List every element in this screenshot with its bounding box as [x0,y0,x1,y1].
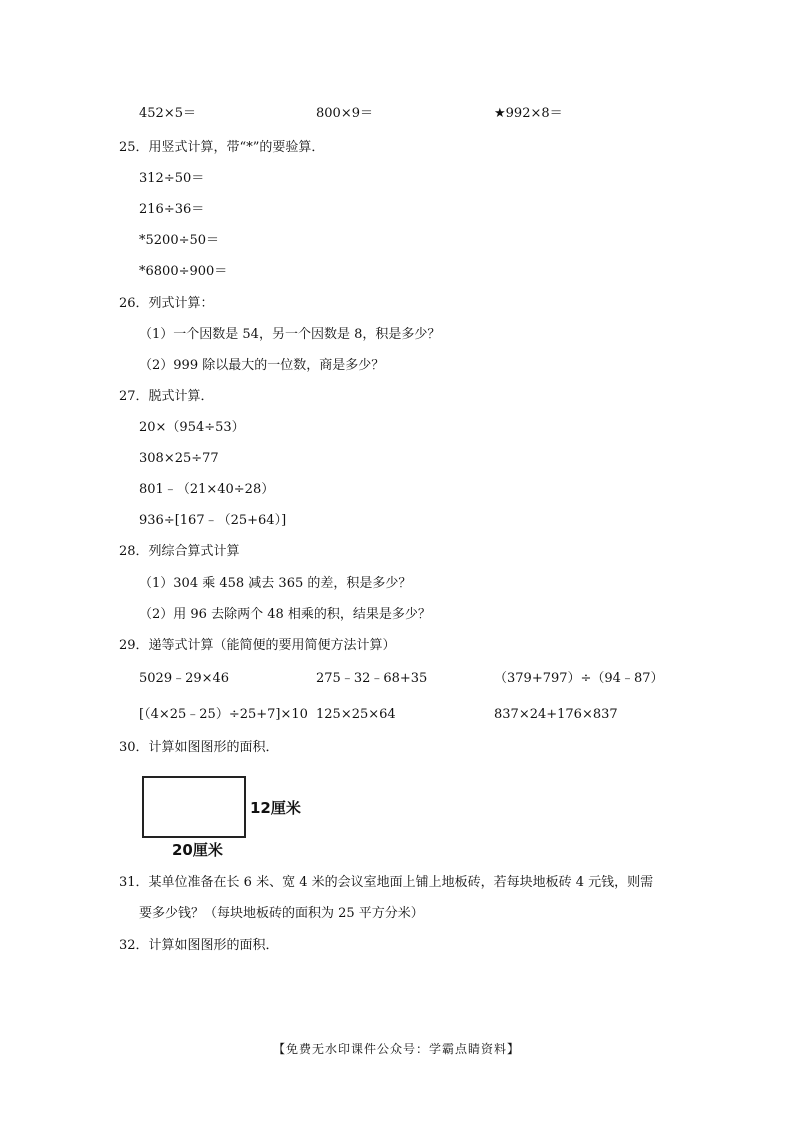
q28-title: 28．列综合算式计算 [119,544,240,559]
footer-watermark-note: 【免费无水印课件公众号：学霸点睛资料】 [272,1042,520,1056]
q29-expression: 275﹣32﹣68+35 [316,671,428,686]
q31-line-1: 31．某单位准备在长 6 米、宽 4 米的会议室地面上铺上地板砖，若每块地板砖 4 元钱，则需 [119,875,654,890]
q25-item: 216÷36＝ [139,202,205,217]
q29-expression: [（4×25﹣25）÷25+7]×10 [139,707,308,722]
q26-title: 26．列式计算： [119,296,214,311]
q27-item: 308×25÷77 [139,451,219,466]
q27-item: 936÷[167﹣（25+64）] [139,513,287,528]
q28-item: （1）304 乘 458 减去 365 的差，积是多少？ [139,576,412,591]
q30-title: 30．计算如图图形的面积． [119,740,279,755]
q26-item: （1）一个因数是 54，另一个因数是 8，积是多少？ [139,327,441,342]
q25-item: 312÷50＝ [139,171,205,186]
q29-expression: （379+797）÷（94﹣87） [494,671,664,686]
height-label: 12厘米 [250,799,301,817]
q27-item: 801﹣（21×40÷28） [139,482,275,497]
q31-line-2: 要多少钱？（每块地板砖的面积为 25 平方分米） [139,906,424,921]
q27-item: 20×（954÷53） [139,420,245,435]
q29-expression: 5029﹣29×46 [139,671,230,686]
q24-item-c: ★992×8＝ [494,106,563,121]
q24-item-a: 452×5＝ [139,106,196,121]
rectangle-figure [142,776,246,838]
q29-title: 29．递等式计算（能简便的要用简便方法计算） [119,638,396,653]
q32-title: 32．计算如图图形的面积． [119,938,279,953]
q25-title: 25．用竖式计算，带“*”的要验算． [119,140,325,155]
q25-item: *5200÷50＝ [139,233,220,248]
q26-item: （2）999 除以最大的一位数，商是多少？ [139,358,385,373]
q24-item-b: 800×9＝ [316,106,373,121]
q29-expression: 837×24+176×837 [494,707,618,722]
q25-item: *6800÷900＝ [139,264,228,279]
q28-item: （2）用 96 去除两个 48 相乘的积，结果是多少？ [139,607,431,622]
width-label: 20厘米 [172,841,223,859]
q27-title: 27．脱式计算． [119,389,214,404]
q29-expression: 125×25×64 [316,707,396,722]
